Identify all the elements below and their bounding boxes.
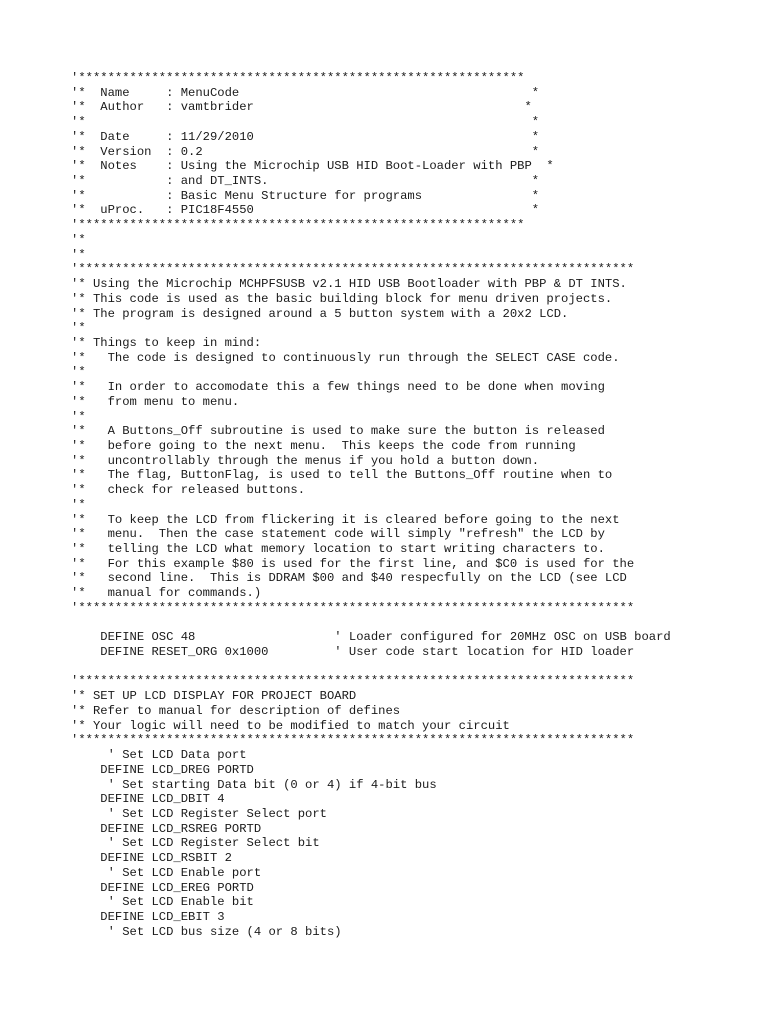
code-line: '* uncontrollably through the menus if you hold a button down. (71, 453, 540, 468)
code-line: '* This code is used as the basic building block for menu driven projects. (71, 291, 613, 306)
code-line: ' Set LCD Register Select bit (71, 836, 320, 851)
code-line: '* (71, 247, 86, 262)
code-line: DEFINE RESET_ORG 0x1000 ' User code start location for HID loader (71, 645, 635, 660)
code-line: DEFINE LCD_RSREG PORTD (71, 821, 262, 836)
code-line: '* before going to the next menu. This keeps the code from running (71, 438, 576, 453)
code-line: '* The code is designed to continuously run through the SELECT CASE code. (71, 350, 620, 365)
code-line: DEFINE LCD_EBIT 3 (71, 909, 225, 924)
code-line: '* (71, 321, 86, 336)
code-line: '* from menu to menu. (71, 394, 240, 409)
code-line: ' Set LCD Enable bit (71, 895, 254, 910)
code-line: DEFINE LCD_EREG PORTD (71, 880, 254, 895)
code-line: '* second line. This is DDRAM $00 and $40 respecfully on the LCD (see LCD (71, 571, 627, 586)
code-line: '* Name : MenuCode * (71, 85, 540, 100)
code-line: '**************************************************************************** (71, 733, 635, 748)
code-line: DEFINE LCD_DREG PORTD (71, 762, 254, 777)
code-line: ' Set LCD bus size (4 or 8 bits) (71, 924, 342, 939)
code-line: '* uProc. : PIC18F4550 * (71, 203, 540, 218)
code-line: '* A Buttons_Off subroutine is used to make sure the button is released (71, 424, 605, 439)
code-line: '************************************************************* (71, 71, 525, 85)
code-line: '* For this example $80 is used for the first line, and $C0 is used for the (71, 556, 635, 571)
code-line: ' Set LCD Data port (71, 748, 247, 763)
code-line: '* Refer to manual for description of defines (71, 703, 401, 718)
code-line: DEFINE LCD_DBIT 4 (71, 792, 225, 807)
code-line: '* telling the LCD what memory location to start writing characters to. (71, 542, 605, 556)
code-line: '* manual for commands.) (71, 586, 262, 601)
code-line: '* : Basic Menu Structure for programs * (71, 188, 540, 203)
code-line: '* (71, 232, 86, 247)
code-line: '* Date : 11/29/2010 * (71, 129, 540, 144)
code-listing (71, 71, 671, 939)
code-line (71, 616, 671, 631)
code-line: ' Set LCD Enable port (71, 865, 262, 880)
code-line: '* Notes : Using the Microchip USB HID Boot-Loader with PBP * (71, 159, 554, 174)
code-line: '**************************************************************************** (71, 262, 635, 277)
code-line: '* In order to accomodate this a few things need to be done when moving (71, 380, 605, 395)
code-line: '* Your logic will need to be modified to match your circuit (71, 718, 510, 733)
code-line (71, 660, 671, 675)
code-line: '* : and DT_INTS. * (71, 174, 540, 189)
code-line: '* To keep the LCD from flickering it is cleared before going to the next (71, 512, 620, 527)
code-line: '* Using the Microchip MCHPFSUSB v2.1 HID USB Bootloader with PBP & DT INTS. (71, 277, 627, 292)
code-line: '* Version : 0.2 * (71, 144, 540, 159)
code-line: '* menu. Then the case statement code will simply "refresh" the LCD by (71, 527, 605, 542)
code-line: '* Things to keep in mind: (71, 335, 262, 350)
code-line: '* The flag, ButtonFlag, is used to tell the Buttons_Off routine when to (71, 468, 613, 483)
code-line: ' Set starting Data bit (0 or 4) if 4-bit bus (71, 777, 437, 792)
code-line: '* Author : vamtbrider * (71, 100, 532, 115)
code-line: DEFINE OSC 48 ' Loader configured for 20MHz OSC on USB board (71, 630, 671, 645)
code-line: '* SET UP LCD DISPLAY FOR PROJECT BOARD (71, 689, 357, 704)
code-line: '* (71, 365, 86, 380)
code-line: '* * (71, 115, 540, 130)
code-line: ' Set LCD Register Select port (71, 806, 327, 821)
code-line: DEFINE LCD_RSBIT 2 (71, 851, 232, 866)
code-line: '* (71, 497, 86, 512)
code-line: '* check for released buttons. (71, 483, 306, 498)
code-line: '**************************************************************************** (71, 600, 635, 615)
code-line: '* The program is designed around a 5 button system with a 20x2 LCD. (71, 306, 569, 321)
code-line: '**************************************************************************** (71, 674, 635, 689)
code-line: '************************************************************* (71, 218, 525, 233)
code-line: '* (71, 409, 86, 424)
